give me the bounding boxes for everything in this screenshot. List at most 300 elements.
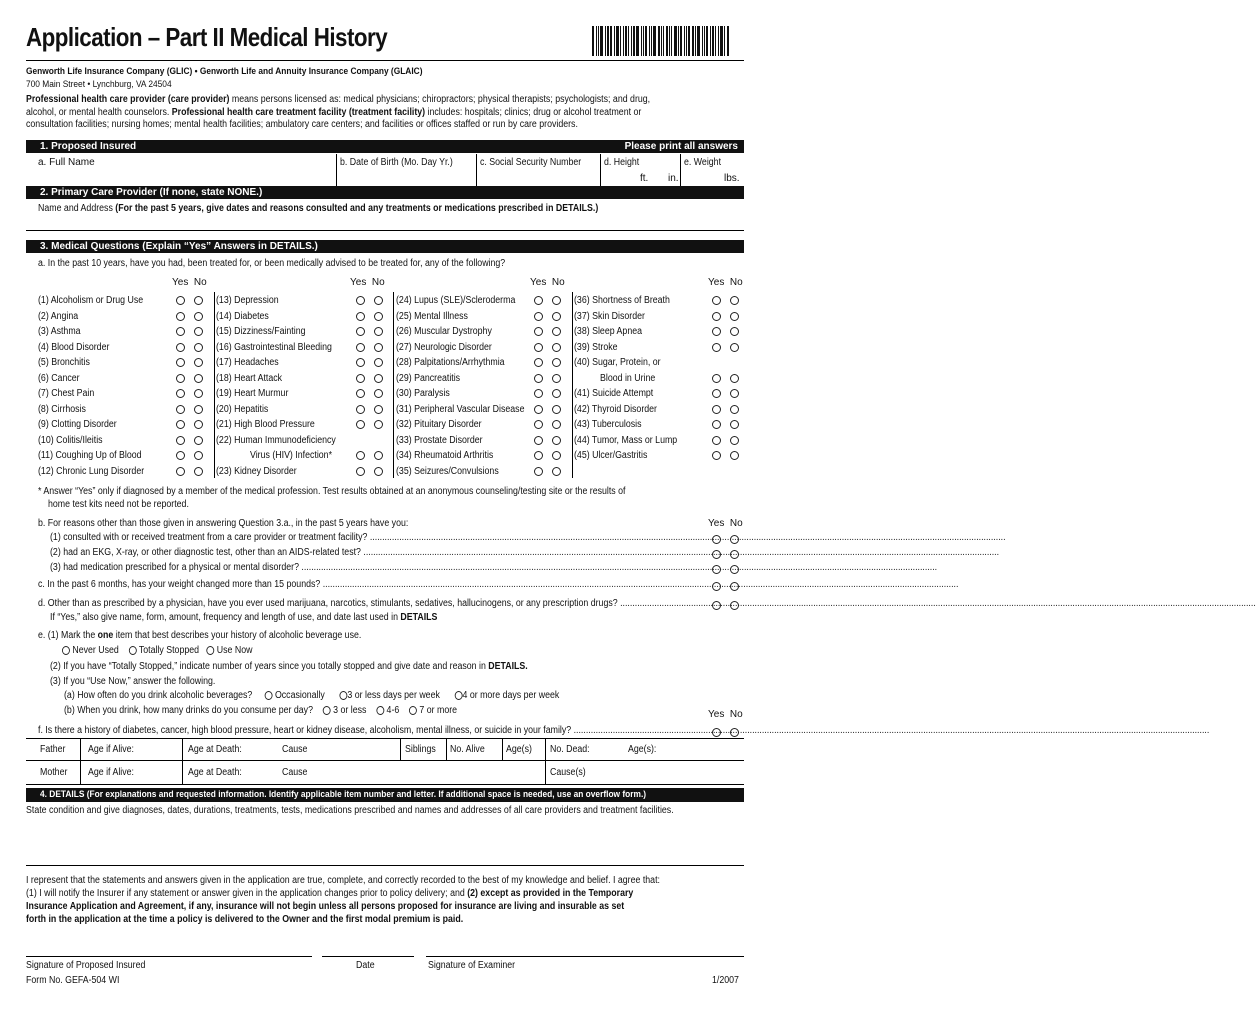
condition-no-radio[interactable] [194,389,203,398]
condition-yes-radio[interactable] [176,451,185,460]
condition-no-radio[interactable] [194,296,203,305]
definitions-paragraph [26,94,744,132]
condition-no-radio[interactable] [730,374,739,383]
condition-yes-radio[interactable] [534,358,543,367]
condition-yes-radio[interactable] [176,312,185,321]
occasionally-label: Occasionally [274,690,325,701]
three-less-radio[interactable] [323,706,331,715]
condition-row [216,417,328,432]
ssn-label: c. Social Security Number [480,157,582,168]
col3-yes: Yes [530,277,547,288]
barcode-bar [686,26,687,56]
section1-note: Please print all answers [624,141,738,152]
condition-no-radio[interactable] [374,296,383,305]
condition-no-radio[interactable] [730,312,739,321]
question-no-radio[interactable] [730,582,739,591]
condition-yes-radio[interactable] [356,467,365,476]
condition-yes-radio[interactable] [712,436,721,445]
condition-yes-radio[interactable] [176,343,185,352]
condition-label: (8) Cirrhosis [38,403,86,415]
condition-yes-radio[interactable] [176,467,185,476]
declaration-paragraph [26,874,744,926]
condition-yes-radio[interactable] [356,296,365,305]
condition-label: (38) Sleep Apnea [574,326,643,337]
condition-row [216,402,275,417]
condition-no-radio[interactable] [730,296,739,305]
condition-yes-radio[interactable] [176,420,185,429]
question-no-radio[interactable] [730,550,739,559]
condition-row [216,448,343,463]
col3-yesno-header [530,277,565,288]
condition-row [38,417,127,432]
form-number: Form No. GEFA-504 WI [26,975,120,986]
totally-stopped-radio[interactable] [129,646,137,655]
condition-row [216,355,287,370]
condition-row [38,464,159,479]
condition-no-radio[interactable] [374,374,383,383]
condition-row [574,417,651,432]
condition-no-radio[interactable] [374,451,383,460]
condition-row [38,433,111,448]
def-text-care-provider: means persons licensed as: medical physicians; chiropractors; physical therapists; psychologists; and drug, [229,94,651,105]
page-title: Application – Part II Medical History [26,22,388,52]
use-now-radio[interactable] [206,646,214,655]
question-yes-radio[interactable] [712,565,721,574]
leader-question-row [38,598,1256,609]
condition-no-radio[interactable] [552,389,561,398]
condition-label: (26) Muscular Dystrophy [396,326,492,337]
condition-label: (43) Tuberculosis [574,419,642,430]
four-six-radio[interactable] [376,706,384,715]
condition-row [216,386,298,401]
condition-label: (36) Shortness of Breath [574,295,670,306]
condition-no-radio[interactable] [194,436,203,445]
condition-no-radio[interactable] [552,451,561,460]
primary-care-label-text: Name and Address [38,203,116,214]
condition-label: (13) Depression [216,295,279,306]
col1-yesno-header [172,277,207,288]
condition-label: Blood in Urine [600,372,656,384]
date-label: Date [356,960,375,971]
condition-yes-radio[interactable] [534,327,543,336]
condition-yes-radio[interactable] [534,296,543,305]
four-more-week-radio[interactable] [455,691,463,700]
question-yes-radio[interactable] [712,582,721,591]
barcode-image [592,26,742,56]
question-yes-radio[interactable] [712,601,721,610]
q3f-yes: Yes [708,709,725,720]
barcode-bar [598,26,599,56]
question-yes-radio[interactable] [712,728,721,737]
seven-more-label: 7 or more [419,705,458,716]
leader-dots: .................................................................................................................................................................................................................................................................... [320,579,959,590]
leader-dots: .................................................................................................................................................................................................................................................................... [298,562,938,573]
condition-label: Virus (HIV) Infection* [250,450,333,461]
condition-no-radio[interactable] [730,389,739,398]
condition-label: (29) Pancreatitis [396,372,461,384]
condition-no-radio[interactable] [730,405,739,414]
condition-row [216,371,291,386]
condition-no-radio[interactable] [552,296,561,305]
no-alive-label: No. Alive [450,744,485,755]
barcode-bar [628,26,629,56]
title-rule [26,60,744,61]
barcode-bar [623,26,624,56]
col2-yes: Yes [350,277,367,288]
condition-row [38,324,86,339]
def-term-treatment-facility: Professional health care treatment facility (treatment facility) [171,106,426,118]
condition-row [396,324,505,339]
condition-label: (42) Thyroid Disorder [574,403,657,415]
condition-no-radio[interactable] [374,327,383,336]
barcode-bar [641,26,642,56]
condition-label: (16) Gastrointestinal Bleeding [216,341,332,353]
barcode-bar [695,26,696,56]
seven-more-radio[interactable] [409,706,417,715]
condition-row [574,371,663,386]
condition-label: (19) Heart Murmur [216,388,289,399]
condition-label: (9) Clotting Disorder [38,419,117,430]
condition-label: (12) Chronic Lung Disorder [38,465,145,477]
condition-yes-radio[interactable] [534,312,543,321]
question-no-radio[interactable] [730,565,739,574]
condition-no-radio[interactable] [194,467,203,476]
condition-yes-radio[interactable] [712,296,721,305]
condition-label: (44) Tumor, Mass or Lump [574,434,678,446]
leader-question-text: (2) had an EKG, X-ray, or other diagnostic test, other than an AIDS-related test? [50,547,361,558]
condition-label: (2) Angina [38,310,79,322]
condition-no-radio[interactable] [552,358,561,367]
condition-yes-radio[interactable] [176,358,185,367]
barcode-bar [706,26,708,56]
condition-yes-radio[interactable] [712,327,721,336]
q3e1-text-c: item that best describes your history of alcoholic beverage use. [113,630,362,641]
condition-no-radio[interactable] [374,389,383,398]
condition-row [38,340,119,355]
q3e3a-text: (a) How often do you drink alcoholic beverages? [64,690,253,701]
condition-yes-radio[interactable] [712,420,721,429]
condition-no-radio[interactable] [552,374,561,383]
condition-no-radio[interactable] [552,327,561,336]
question-yes-radio[interactable] [712,535,721,544]
condition-no-radio[interactable] [730,420,739,429]
condition-row [396,386,457,401]
question-no-radio[interactable] [730,601,739,610]
leader-dots: .................................................................................................................................................................................................................................................................... [367,532,1006,543]
three-less-week-label: 3 or less days per week [347,690,440,701]
leader-question-row [50,547,1000,558]
declaration-line2b: (2) except as provided in the Temporary [467,888,634,899]
mother-age-death: Age at Death: [188,767,242,778]
q3b-yesno-header [708,518,743,529]
condition-label: (27) Neurologic Disorder [396,341,492,353]
height-ft-unit: ft. [640,173,649,184]
barcode-bar [688,26,690,56]
height-in-unit: in. [668,173,679,184]
condition-row [396,340,505,355]
never-used-radio[interactable] [62,646,70,655]
condition-label: (11) Coughing Up of Blood [38,450,142,461]
father-cause: Cause [282,744,308,755]
condition-yes-radio[interactable] [356,327,365,336]
barcode-bar [653,26,656,56]
signature-examiner-label: Signature of Examiner [428,960,516,971]
father-age-alive: Age if Alive: [88,744,134,755]
declaration-line4: forth in the application at the time a policy is delivered to the Owner and the first modal premium is paid. [26,914,464,925]
leader-question-text: (3) had medication prescribed for a physical or mental disorder? [50,562,299,573]
condition-no-radio[interactable] [194,358,203,367]
condition-no-radio[interactable] [374,358,383,367]
leader-question-text: d. Other than as prescribed by a physician, have you ever used marijuana, narcotics, stimulants, sedatives, hallucinogens, or any prescription drugs? [38,598,618,609]
condition-no-radio[interactable] [552,436,561,445]
barcode-bar [610,26,612,56]
condition-label: (25) Mental Illness [396,310,468,322]
declaration-line1: I represent that the statements and answers given in the application are true, complete, and correctly recorded to the best of my knowledge and belief. I agree that: [26,875,660,886]
condition-yes-radio[interactable] [356,358,365,367]
declaration-line3: Insurance Application and Agreement, if any, insurance will not begin unless all persons proposed for insurance are living and insurable as set [26,901,625,912]
condition-row [396,402,542,417]
condition-row [574,309,655,324]
q3e2-text: (2) If you have “Totally Stopped,” indicate number of years since you totally stopped and give date and reason in [50,661,489,672]
condition-yes-radio[interactable] [534,451,543,460]
height-label: d. Height [604,157,640,168]
condition-row [396,309,478,324]
barcode-bar [671,26,672,56]
declaration-line2a: (1) I will notify the Insurer if any statement or answer given in the application changes prior to policy delivery; and [26,888,468,899]
condition-label: (40) Sugar, Protein, or [574,357,661,368]
leader-question-text: c. In the past 6 months, has your weight changed more than 15 pounds? [38,579,321,590]
condition-label: (3) Asthma [38,326,81,337]
condition-no-radio[interactable] [552,312,561,321]
barcode-bar [636,26,639,56]
condition-label: (15) Dizziness/Fainting [216,326,306,337]
condition-yes-radio[interactable] [534,420,543,429]
condition-label: (39) Stroke [574,341,618,353]
condition-row [396,293,532,308]
barcode-bar [680,26,682,56]
def-text-line3: consultation facilities; nursing homes; mental health facilities; ambulatory care centers; and facilities or offices staffed or run by care providers. [26,119,578,130]
question-yes-radio[interactable] [712,550,721,559]
condition-row [396,355,519,370]
section2-header [26,186,744,199]
condition-no-radio[interactable] [194,312,203,321]
alcohol-use-options [62,645,252,656]
condition-label: (17) Headaches [216,357,279,368]
condition-yes-radio[interactable] [534,389,543,398]
condition-no-radio[interactable] [374,420,383,429]
barcode-bar [620,26,621,56]
condition-no-radio[interactable] [194,343,203,352]
three-less-label: 3 or less [333,705,367,716]
condition-yes-radio[interactable] [712,343,721,352]
barcode-bar [724,26,725,56]
occasionally-radio[interactable] [265,691,273,700]
condition-yes-radio[interactable] [534,467,543,476]
condition-no-radio[interactable] [552,467,561,476]
condition-label: (21) High Blood Pressure [216,419,315,430]
condition-yes-radio[interactable] [176,436,185,445]
condition-row [38,355,97,370]
q3e1-text-b: one [97,630,114,641]
q3f-no: No [729,709,743,720]
condition-yes-radio[interactable] [176,374,185,383]
barcode-bar [666,26,668,56]
barcode-bar [651,26,652,56]
leader-question-row [50,532,1006,543]
condition-label: (22) Human Immunodeficiency [216,434,336,446]
condition-yes-radio[interactable] [534,374,543,383]
condition-yes-radio[interactable] [176,296,185,305]
condition-no-radio[interactable] [194,405,203,414]
question-3a: a. In the past 10 years, have you had, been treated for, or been medically advised to be treated for, any of the following? [38,258,506,269]
section2-title: 2. Primary Care Provider (If none, state NONE.) [40,187,263,198]
condition-no-radio[interactable] [374,405,383,414]
def-text-line2: alcohol, or mental health counselors. [26,106,172,118]
company-names: Genworth Life Insurance Company (GLIC) • Genworth Life and Annuity Insurance Company (GLAIC) [26,66,423,77]
condition-row [38,402,92,417]
barcode-bar [678,26,679,56]
condition-no-radio[interactable] [374,467,383,476]
leader-dots: .................................................................................................................................................................................................................................................................... [360,547,1000,558]
q3d-followup-bold: DETAILS [400,612,438,623]
barcode-bar [645,26,647,56]
condition-no-radio[interactable] [194,374,203,383]
question-no-radio[interactable] [730,728,739,737]
condition-label: (23) Kidney Disorder [216,465,297,477]
barcode-bar [661,26,662,56]
question-3e3a [64,690,559,701]
causes-label: Cause(s) [550,767,586,778]
condition-yes-radio[interactable] [712,312,721,321]
condition-yes-radio[interactable] [712,389,721,398]
condition-label: (45) Ulcer/Gastritis [574,450,648,461]
condition-label: (24) Lupus (SLE)/Scleroderma [396,295,516,306]
details-instruction: State condition and give diagnoses, dates, durations, treatments, tests, medications prescribed and names and addresses of all care providers and treatment facilities. [26,805,674,816]
condition-no-radio[interactable] [194,327,203,336]
condition-label: (31) Peripheral Vascular Disease [396,403,525,415]
condition-label: (5) Bronchitis [38,357,90,368]
condition-row [38,293,157,308]
barcode-bar [658,26,660,56]
full-name-label: a. Full Name [38,157,95,168]
form-date: 1/2007 [712,975,739,986]
condition-row [216,340,348,355]
never-used-label: Never Used [72,645,119,656]
leader-dots: .................................................................................................................................................................................................................................................................... [571,725,1210,736]
condition-no-radio[interactable] [552,343,561,352]
condition-no-radio[interactable] [194,451,203,460]
col1-yes: Yes [172,277,189,288]
condition-yes-radio[interactable] [356,451,365,460]
condition-no-radio[interactable] [374,343,383,352]
examiner-signature-line[interactable] [426,956,744,957]
condition-label: (18) Heart Attack [216,372,283,384]
q3b-no: No [729,518,743,529]
condition-yes-radio[interactable] [176,327,185,336]
condition-label: (4) Blood Disorder [38,341,110,353]
father-age-death: Age at Death: [188,744,242,755]
leader-question-row [38,725,1210,736]
mother-label: Mother [40,767,68,778]
barcode-bar [600,26,603,56]
condition-no-radio[interactable] [552,405,561,414]
three-less-week-radio[interactable] [340,691,348,700]
condition-yes-radio[interactable] [534,343,543,352]
barcode-bar [704,26,705,56]
condition-yes-radio[interactable] [712,374,721,383]
barcode-bar [702,26,703,56]
condition-yes-radio[interactable] [356,405,365,414]
barcode-bar [649,26,650,56]
condition-row [574,340,623,355]
condition-yes-radio[interactable] [712,451,721,460]
condition-row [216,324,318,339]
condition-label: (33) Prostate Disorder [396,434,483,446]
dob-label: b. Date of Birth (Mo. Day Yr.) [340,157,453,168]
condition-row [38,371,85,386]
question-3d-followup [50,612,437,623]
condition-yes-radio[interactable] [356,389,365,398]
question-no-radio[interactable] [730,535,739,544]
condition-no-radio[interactable] [552,420,561,429]
condition-yes-radio[interactable] [356,312,365,321]
barcode-bar [633,26,635,56]
condition-yes-radio[interactable] [534,405,543,414]
condition-row [38,448,156,463]
condition-yes-radio[interactable] [356,420,365,429]
condition-yes-radio[interactable] [176,405,185,414]
condition-label: (14) Diabetes [216,310,269,322]
condition-row [216,293,287,308]
col1-no: No [193,277,207,288]
col2-no: No [371,277,385,288]
condition-no-radio[interactable] [194,420,203,429]
barcode-bar [720,26,723,56]
insured-signature-line[interactable] [26,956,312,957]
mother-cause: Cause [282,767,308,778]
condition-label: (6) Cancer [38,372,80,384]
condition-yes-radio[interactable] [712,405,721,414]
condition-no-radio[interactable] [730,436,739,445]
condition-yes-radio[interactable] [534,436,543,445]
condition-label: (28) Palpitations/Arrhythmia [396,357,505,368]
condition-no-radio[interactable] [374,312,383,321]
condition-label: (37) Skin Disorder [574,310,645,322]
condition-yes-radio[interactable] [356,374,365,383]
q3e2-bold: DETAILS. [488,661,528,672]
barcode-bar [715,26,716,56]
condition-no-radio[interactable] [730,451,739,460]
section4-header [26,788,744,802]
condition-row [574,448,657,463]
barcode-bar [727,26,729,56]
condition-yes-radio[interactable] [176,389,185,398]
condition-no-radio[interactable] [730,327,739,336]
weight-lbs-unit: lbs. [724,173,740,184]
condition-row [574,386,664,401]
date-line[interactable] [322,956,414,957]
barcode-bar [614,26,615,56]
barcode-bar [605,26,606,56]
col4-no: No [729,277,743,288]
condition-row [574,355,672,370]
condition-no-radio[interactable] [730,343,739,352]
company-address: 700 Main Street • Lynchburg, VA 24504 [26,79,172,90]
condition-yes-radio[interactable] [356,343,365,352]
condition-label: (10) Colitis/Ileitis [38,434,103,446]
condition-label: (1) Alcoholism or Drug Use [38,295,144,306]
q3b-yes: Yes [708,518,725,529]
